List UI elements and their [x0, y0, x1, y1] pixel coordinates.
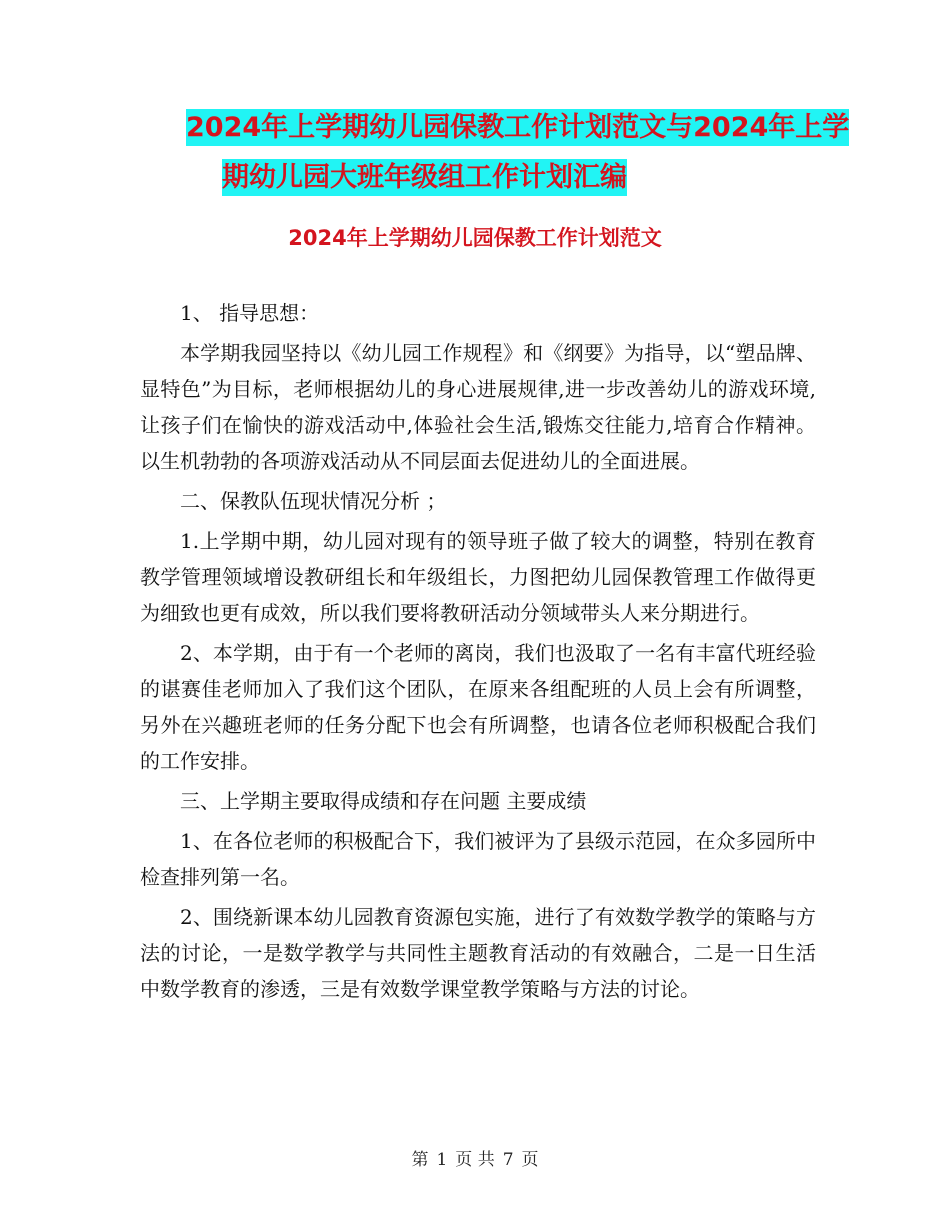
title-highlight-2: 期幼儿园大班年级组工作计划汇编	[222, 159, 627, 196]
paragraph-guiding-heading: 1、 指导思想：	[180, 301, 320, 325]
footer-total-pages: 7	[502, 1150, 514, 1170]
page-footer	[0, 1148, 950, 1172]
paragraph-achievement-1: 1、在各位老师的积极配合下，我们被评为了县级示范园，在众多园所中检查排列第一名。	[140, 829, 816, 889]
title-line-1	[186, 108, 849, 148]
paragraph-staff-1: 1.上学期中期，幼儿园对现有的领导班子做了较大的调整，特别在教育教学管理领域增设教研组长和年级组长，力图把幼儿园保教管理工作做得更为细致也更有成效，所以我们要将教研活动分领域带头人来分期进行。	[140, 529, 816, 625]
paragraph-staff-2: 2、本学期，由于有一个老师的离岗，我们也汲取了一名有丰富代班经验的谌赛佳老师加入了我们这个团队，在原来各组配班的人员上会有所调整，另外在兴趣班老师的任务分配下也会有所调整，也请各位老师积极配合我们的工作安排。	[140, 641, 816, 773]
paragraph-guiding-thought: 本学期我园坚持以《幼儿园工作规程》和《纲要》为指导，以“塑品牌、显特色”为目标，老师根据幼儿的身心进展规律,进一步改善幼儿的游戏环境,让孩子们在愉快的游戏活动中,体验社会生活,锻炼交往能力,培育合作精神。以生机勃勃的各项游戏活动从不同层面去促进幼儿的全面进展。	[140, 341, 816, 473]
paragraph-achievement-2: 2、围绕新课本幼儿园教育资源包实施，进行了有效数学教学的策略与方法的讨论，一是数学教学与共同性主题教育活动的有效融合，二是一日生活中数学教育的渗透，三是有效数学课堂教学策略与方法的讨论。	[140, 905, 816, 1001]
footer-middle: 页 共	[455, 1150, 495, 1170]
paragraph-staff-heading: 二、保教队伍现状情况分析 ；	[180, 489, 447, 513]
footer-suffix: 页	[521, 1150, 539, 1170]
section-subtitle: 2024年上学期幼儿园保教工作计划范文	[288, 226, 662, 250]
footer-prefix: 第	[411, 1150, 429, 1170]
document-body	[140, 295, 816, 1007]
footer-page-number: 1	[436, 1150, 448, 1170]
paragraph-achievements-heading: 三、上学期主要取得成绩和存在问题 主要成绩	[180, 789, 587, 813]
title-highlight-1: 2024年上学期幼儿园保教工作计划范文与2024年上学	[186, 109, 849, 146]
title-line-2	[222, 158, 627, 198]
